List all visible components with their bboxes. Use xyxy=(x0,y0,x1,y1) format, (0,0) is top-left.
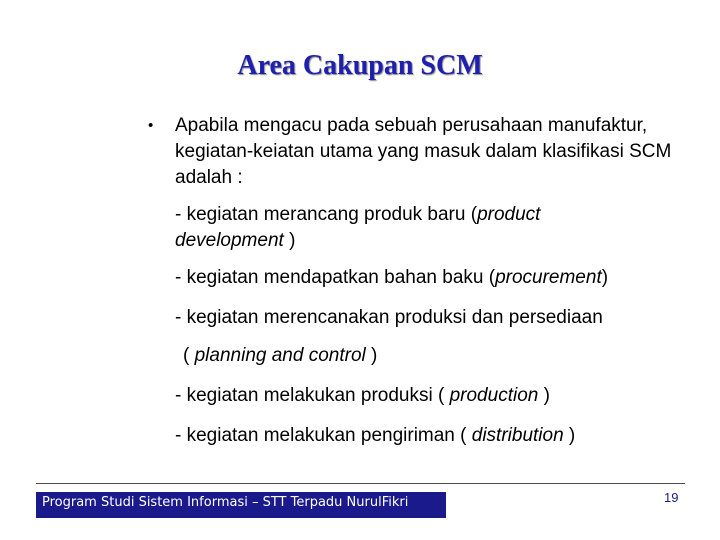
page-number: 19 xyxy=(664,490,679,505)
slide-title-text: Area Cakupan SCM xyxy=(237,50,483,81)
list-item: - kegiatan melakukan produksi ( production ) xyxy=(175,385,550,406)
list-item: - kegiatan melakukan pengiriman ( distribution ) xyxy=(175,425,576,446)
list-item: - kegiatan merancang produk baru (product xyxy=(175,204,541,225)
bullet-text: Apabila mengacu pada sebuah perusahaan manufaktur, kegiatan-keiatan utama yang masuk dalam klasifikasi SCM adalah : xyxy=(175,115,672,188)
bullet-icon: • xyxy=(148,117,154,134)
footer-text: Program Studi Sistem Informasi – STT Terpadu NurulFikri xyxy=(42,495,409,510)
footer-divider xyxy=(36,483,685,484)
list-item: - kegiatan mendapatkan bahan baku (procurement) xyxy=(175,267,609,288)
list-item: development ) xyxy=(175,230,296,251)
list-item: ( planning and control ) xyxy=(183,345,378,366)
list-item: - kegiatan merencanakan produksi dan persediaan xyxy=(175,307,603,328)
slide-title xyxy=(0,50,720,82)
